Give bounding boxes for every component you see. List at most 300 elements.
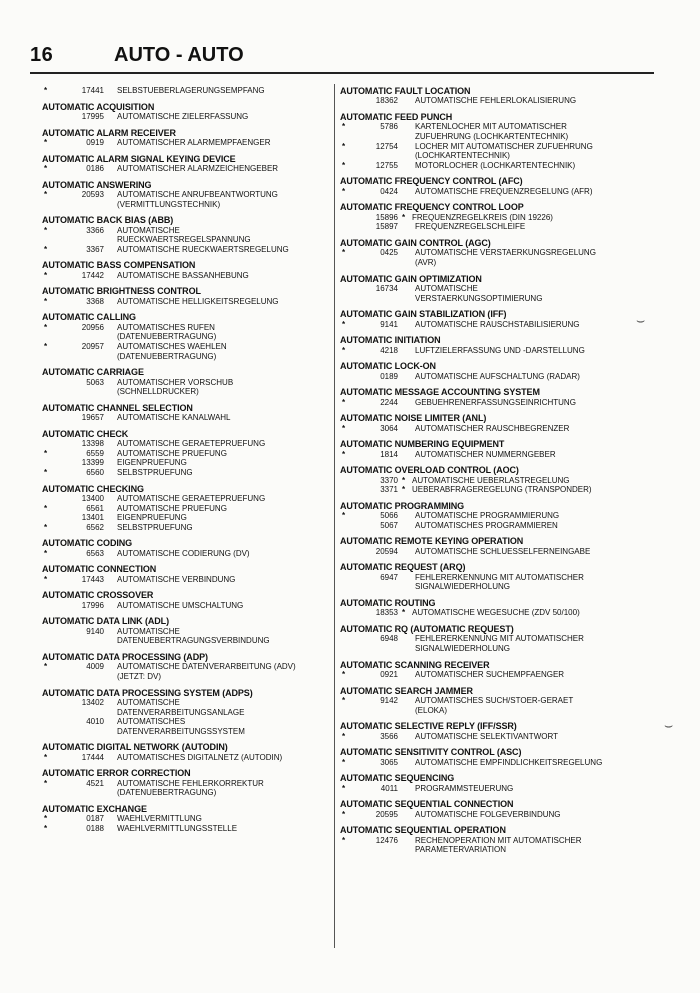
running-head: AUTO - AUTO: [114, 44, 244, 66]
entry-number: 17441: [81, 86, 104, 95]
entry-term: AUTOMATIC CARRIAGE: [42, 367, 144, 378]
star-marker: *: [342, 835, 346, 845]
star-marker: *: [342, 141, 346, 151]
translation-text: AUTOMATISCHE GERAETEPRUEFUNG: [117, 493, 266, 503]
translation-row: [42, 494, 326, 504]
translation-text: RUECKWAERTSREGELSPANNUNG: [117, 235, 251, 245]
translation-text: AUTOMATISCHE: [117, 697, 180, 707]
star-marker: *: [44, 574, 48, 584]
translation-row: [340, 696, 652, 706]
dictionary-entry: [340, 465, 652, 495]
translation-text: GEBUEHRENERFASSUNGSEINRICHTUNG: [415, 397, 576, 407]
entry-number: 13398: [81, 439, 104, 449]
entry-term: AUTOMATIC CONNECTION: [42, 564, 157, 575]
translation-text: LUFTZIELERFASSUNG UND -DARSTELLUNG: [415, 345, 585, 355]
entry-number: 5067: [380, 520, 398, 530]
dictionary-entry: [42, 804, 326, 834]
translation-row: [42, 698, 326, 708]
translation-row: [340, 372, 652, 382]
translation-row: [42, 449, 326, 459]
translation-row: [42, 513, 326, 523]
translation-row: [340, 732, 652, 742]
dictionary-entry: [340, 335, 652, 355]
translation-row: [42, 458, 326, 468]
entry-term: AUTOMATIC BACK BIAS (ABB): [42, 215, 174, 226]
entry-number: 4010: [86, 717, 104, 727]
entry-term: AUTOMATIC GAIN CONTROL (AGC): [340, 237, 491, 248]
entry-term: AUTOMATIC NUMBERING EQUIPMENT: [340, 439, 505, 450]
entry-number: 0424: [380, 186, 398, 196]
translation-text: DATENVERARBEITUNGSSYSTEM: [117, 726, 245, 736]
translation-row: [340, 132, 652, 142]
dictionary-entry: [340, 361, 652, 381]
translation-row: [42, 190, 326, 200]
translation-text: AUTOMATISCHE UMSCHALTUNG: [117, 600, 244, 610]
dictionary-entry: [42, 86, 326, 96]
translation-row: [42, 636, 326, 646]
dictionary-entry: [340, 660, 652, 680]
star-marker: *: [342, 757, 346, 767]
translation-text: AUTOMATISCHE CODIERUNG (DV): [117, 548, 250, 558]
dictionary-entry: [340, 387, 652, 407]
entry-number: 18353: [375, 608, 398, 618]
page-number: 16: [30, 44, 54, 66]
translation-row: [42, 549, 326, 559]
translation-row: [340, 213, 652, 223]
entry-term: AUTOMATIC FAULT LOCATION: [340, 86, 471, 96]
star-marker: *: [44, 296, 48, 306]
entry-term: AUTOMATIC NOISE LIMITER (ANL): [340, 413, 487, 424]
entry-term: AUTOMATIC INITIATION: [340, 335, 441, 346]
translation-row: [340, 346, 652, 356]
translation-row: [42, 332, 326, 342]
translation-row: [42, 297, 326, 307]
translation-row: [42, 523, 326, 533]
translation-row: [340, 187, 652, 197]
entry-number: 20956: [81, 322, 104, 332]
dictionary-entry: [42, 102, 326, 122]
entry-term: AUTOMATIC CHECK: [42, 428, 129, 439]
star-marker: *: [342, 186, 346, 196]
entry-term: AUTOMATIC CHECKING: [42, 483, 144, 494]
translation-row: [42, 627, 326, 637]
dictionary-entry: [340, 86, 652, 106]
translation-row: [42, 245, 326, 255]
star-marker: *: [342, 511, 346, 521]
entry-term: AUTOMATIC SEQUENCING: [340, 773, 455, 784]
entry-number: 13399: [81, 458, 104, 468]
entry-number: 17996: [81, 600, 104, 610]
translation-row: [340, 485, 652, 495]
entry-term: AUTOMATIC FEED PUNCH: [340, 112, 453, 122]
dictionary-entry: [340, 501, 652, 531]
entry-number: 6560: [86, 467, 104, 477]
star-marker: *: [44, 225, 48, 235]
star-marker: *: [44, 662, 48, 672]
entry-term: AUTOMATIC SELECTIVE REPLY (IFF/SSR): [340, 721, 517, 732]
entry-number: 4011: [380, 783, 398, 793]
entry-number: 4521: [86, 778, 104, 788]
entry-term: AUTOMATIC REMOTE KEYING OPERATION: [340, 536, 524, 547]
entry-number: 13402: [81, 697, 104, 707]
translation-row: [42, 727, 326, 737]
entry-term: AUTOMATIC SCANNING RECEIVER: [340, 659, 490, 670]
translation-text: WAEHLVERMITTLUNGSSTELLE: [117, 823, 238, 833]
entry-number: 4009: [86, 662, 104, 672]
translation-text: AUTOMATISCHER VORSCHUB: [117, 377, 234, 387]
translation-row: [42, 323, 326, 333]
translation-row: [42, 824, 326, 834]
entry-term: AUTOMATIC FREQUENCY CONTROL LOOP: [340, 202, 524, 213]
star-marker: *: [44, 190, 48, 199]
entry-number: 20957: [81, 341, 104, 351]
translation-row: [340, 784, 652, 794]
star-marker: *: [44, 823, 48, 833]
dictionary-entry: [42, 538, 326, 558]
dictionary-entry: [42, 590, 326, 610]
entry-term: AUTOMATIC MESSAGE ACCOUNTING SYSTEM: [340, 387, 540, 398]
translation-text: AUTOMATISCHES SUCH/STOER-GERAET: [415, 695, 574, 705]
entry-number: 17995: [81, 112, 104, 121]
entry-term: AUTOMATIC GAIN STABILIZATION (IFF): [340, 309, 507, 320]
translation-text: AUTOMATISCHE RUECKWAERTSREGELUNG: [117, 244, 289, 254]
star-marker: *: [342, 160, 346, 170]
translation-row: [340, 608, 652, 618]
entry-number: 0187: [86, 814, 104, 824]
star-marker: *: [44, 778, 48, 788]
translation-row: [340, 521, 652, 531]
dictionary-entry: [42, 652, 326, 682]
translation-text: LOCHER MIT AUTOMATISCHER ZUFUEHRUNG: [415, 141, 593, 151]
translation-text: AUTOMATISCHE ANRUFBEANTWORTUNG: [117, 190, 278, 199]
translation-text: AUTOMATISCHES PROGRAMMIEREN: [415, 520, 558, 530]
translation-row: [340, 476, 652, 486]
left-column: [42, 86, 326, 839]
star-marker: *: [342, 695, 346, 705]
translation-row: [42, 575, 326, 585]
entry-number: 3566: [380, 731, 398, 741]
dictionary-entry: [340, 112, 652, 170]
translation-text: AUTOMATISCHE HELLIGKEITSREGELUNG: [117, 296, 279, 306]
entry-number: 17442: [81, 270, 104, 280]
dictionary-entry: [42, 367, 326, 397]
translation-row: [340, 398, 652, 408]
entry-number: 12754: [375, 141, 398, 151]
column-divider: [334, 84, 335, 948]
entry-number: 13401: [81, 513, 104, 523]
star-marker: *: [44, 503, 48, 513]
translation-text: (DATENUEBERTRAGUNG): [117, 351, 217, 361]
translation-text: AUTOMATISCHE AUFSCHALTUNG (RADAR): [415, 371, 580, 381]
star-marker: *: [342, 345, 346, 355]
translation-row: [340, 547, 652, 557]
dictionary-entry: [42, 403, 326, 423]
translation-row: [340, 424, 652, 434]
star-marker: *: [342, 809, 346, 819]
entry-number: 3371: [380, 485, 398, 495]
entry-term: AUTOMATIC ROUTING: [340, 597, 436, 608]
dictionary-entry: [42, 768, 326, 798]
entry-number: 20594: [375, 546, 398, 556]
dictionary-entry: [340, 825, 652, 855]
entry-number: 15897: [375, 222, 398, 232]
translation-row: [340, 151, 652, 161]
dictionary-entry: [42, 484, 326, 533]
entry-term: AUTOMATIC ALARM SIGNAL KEYING DEVICE: [42, 153, 236, 164]
translation-row: [340, 670, 652, 680]
star-marker: *: [44, 752, 48, 762]
translation-row: [42, 200, 326, 210]
translation-row: [42, 708, 326, 718]
entry-number: 0188: [86, 823, 104, 833]
star-marker: *: [44, 548, 48, 558]
entry-number: 6559: [86, 448, 104, 458]
translation-row: [340, 222, 652, 232]
dictionary-entry: [340, 536, 652, 556]
translation-text: AUTOMATISCHE WEGESUCHE (ZDV 50/100): [412, 608, 580, 618]
entry-term: AUTOMATIC GAIN OPTIMIZATION: [340, 273, 482, 284]
translation-text: AUTOMATISCHER ALARMZEICHENGEBER: [117, 164, 279, 173]
entry-number: 3065: [380, 757, 398, 767]
entry-term: AUTOMATIC ERROR CORRECTION: [42, 768, 191, 779]
entry-number: 9140: [86, 626, 104, 636]
entry-term: AUTOMATIC ANSWERING: [42, 179, 152, 190]
translation-row: [340, 320, 652, 330]
star-marker: *: [44, 467, 48, 477]
entry-term: AUTOMATIC SEQUENTIAL CONNECTION: [340, 799, 514, 810]
translation-row: [42, 468, 326, 478]
translation-text: WAEHLVERMITTLUNG: [117, 814, 202, 824]
translation-row: [42, 342, 326, 352]
entry-term: AUTOMATIC ALARM RECEIVER: [42, 127, 176, 138]
entry-term: AUTOMATIC BASS COMPENSATION: [42, 260, 196, 271]
translation-text: ZUFUEHRUNG (LOCHKARTENTECHNIK): [415, 132, 569, 141]
margin-mark: ⌣: [664, 717, 674, 733]
translation-row: [42, 387, 326, 397]
translation-text: AUTOMATISCHE FOLGEVERBINDUNG: [415, 809, 561, 819]
translation-row: [340, 644, 652, 654]
dictionary-entry: [340, 773, 652, 793]
entry-term: AUTOMATIC CODING: [42, 538, 133, 549]
translation-row: [42, 164, 326, 174]
entry-number: 0189: [380, 371, 398, 381]
translation-text: DATENUEBERTRAGUNGSVERBINDUNG: [117, 636, 270, 646]
translation-text: AUTOMATISCHE: [117, 225, 180, 235]
translation-row: [42, 226, 326, 236]
dictionary-entry: [42, 154, 326, 174]
entry-number: 0425: [380, 248, 398, 258]
star-marker: *: [342, 423, 346, 433]
inline-star-marker: *: [402, 485, 406, 495]
translation-row: [42, 439, 326, 449]
dictionary-entry: [340, 309, 652, 329]
translation-row: [340, 96, 652, 106]
translation-text: AUTOMATISCHE ZIELERFASSUNG: [117, 112, 249, 121]
entry-term: AUTOMATIC REQUEST (ARQ): [340, 562, 466, 573]
translation-text: AUTOMATISCHE SCHLUESSELFERNEINGABE: [415, 546, 591, 556]
dictionary-entry: [42, 742, 326, 762]
entry-term: AUTOMATIC CHANNEL SELECTION: [42, 402, 193, 413]
translation-row: [42, 235, 326, 245]
entry-number: 12476: [375, 835, 398, 845]
right-column: [340, 86, 652, 861]
entry-number: 5066: [380, 511, 398, 521]
translation-text: AUTOMATISCHE DATENVERARBEITUNG (ADV): [117, 662, 296, 672]
translation-row: [340, 845, 652, 855]
translation-text: AUTOMATISCHE PRUEFUNG: [117, 448, 227, 458]
translation-row: [42, 788, 326, 798]
translation-row: [340, 582, 652, 592]
entry-term: AUTOMATIC LOCK-ON: [340, 361, 436, 372]
translation-row: [42, 138, 326, 148]
dictionary-entry: [340, 176, 652, 196]
translation-text: EIGENPRUEFUNG: [117, 458, 187, 468]
translation-text: AUTOMATISCHES RUFEN: [117, 322, 215, 332]
entry-number: 18362: [375, 96, 398, 106]
translation-row: [42, 112, 326, 122]
translation-text: (JETZT: DV): [117, 671, 161, 681]
translation-row: [340, 122, 652, 132]
star-marker: *: [342, 122, 346, 132]
entry-number: 3064: [380, 423, 398, 433]
translation-text: AUTOMATISCHE SELEKTIVANTWORT: [415, 731, 558, 741]
inline-star-marker: *: [402, 475, 406, 485]
entry-number: 20593: [81, 190, 104, 199]
entry-number: 13400: [81, 493, 104, 503]
dictionary-entry: [42, 616, 326, 646]
entry-number: 3367: [86, 244, 104, 254]
translation-text: AUTOMATISCHE FREQUENZREGELUNG (AFR): [415, 186, 593, 196]
dictionary-entry: [340, 747, 652, 767]
dictionary-entry: [42, 260, 326, 280]
entry-number: 6563: [86, 548, 104, 558]
entry-number: 5063: [86, 377, 104, 387]
entry-term: AUTOMATIC DATA LINK (ADL): [42, 616, 169, 627]
entry-number: 9141: [380, 319, 398, 329]
translation-text: KARTENLOCHER MIT AUTOMATISCHER: [415, 122, 567, 132]
translation-row: [340, 634, 652, 644]
dictionary-entry: [340, 274, 652, 304]
entry-term: AUTOMATIC SENSITIVITY CONTROL (ASC): [340, 747, 522, 758]
dictionary-entry: [42, 312, 326, 361]
entry-term: AUTOMATIC OVERLOAD CONTROL (AOC): [340, 465, 519, 476]
entry-number: 17444: [81, 752, 104, 762]
star-marker: *: [44, 164, 48, 173]
dictionary-entry: [340, 562, 652, 592]
translation-text: AUTOMATISCHE VERBINDUNG: [117, 574, 236, 584]
translation-text: AUTOMATISCHE KANALWAHL: [117, 413, 231, 423]
translation-row: [42, 413, 326, 423]
dictionary-entry: [340, 598, 652, 618]
translation-row: [340, 511, 652, 521]
translation-text: AUTOMATISCHE: [117, 626, 180, 636]
translation-text: DATENVERARBEITUNGSANLAGE: [117, 707, 245, 717]
translation-text: VERSTAERKUNGSOPTIMIERUNG: [415, 293, 543, 303]
translation-text: (AVR): [415, 257, 437, 267]
translation-text: (DATENUEBERTRAGUNG): [117, 788, 217, 798]
dictionary-entry: [42, 128, 326, 148]
translation-row: [42, 814, 326, 824]
entry-number: 1814: [380, 449, 398, 459]
translation-text: EIGENPRUEFUNG: [117, 513, 187, 523]
translation-row: [42, 662, 326, 672]
translation-row: [340, 294, 652, 304]
translation-text: AUTOMATISCHE PRUEFUNG: [117, 503, 227, 513]
star-marker: *: [44, 244, 48, 254]
star-marker: *: [342, 669, 346, 679]
translation-text: AUTOMATISCHER NUMMERNGEBER: [415, 449, 556, 459]
entry-term: AUTOMATIC SEQUENTIAL OPERATION: [340, 825, 506, 836]
star-marker: *: [44, 138, 48, 147]
dictionary-entry: [42, 564, 326, 584]
entry-term: AUTOMATIC EXCHANGE: [42, 803, 147, 814]
dictionary-entry: [340, 721, 652, 741]
translation-text: AUTOMATISCHER ALARMEMPFAENGER: [117, 138, 271, 147]
header-rule: [30, 72, 654, 74]
translation-text: AUTOMATISCHER SUCHEMPFAENGER: [415, 669, 565, 679]
translation-row: [340, 836, 652, 846]
translation-text: (SCHNELLDRUCKER): [117, 387, 199, 397]
entry-term: AUTOMATIC RQ (AUTOMATIC REQUEST): [340, 623, 514, 634]
translation-text: (DATENUEBERTRAGUNG): [117, 332, 217, 342]
translation-row: [42, 672, 326, 682]
entry-term: AUTOMATIC ACQUISITION: [42, 101, 155, 112]
translation-text: SIGNALWIEDERHOLUNG: [415, 582, 510, 592]
translation-text: AUTOMATISCHE GERAETEPRUEFUNG: [117, 439, 266, 449]
translation-text: PARAMETERVARIATION: [415, 845, 506, 855]
translation-row: [340, 450, 652, 460]
dictionary-entry: [42, 429, 326, 478]
translation-row: [42, 378, 326, 388]
translation-text: UEBERABFRAGEREGELUNG (TRANSPONDER): [412, 485, 592, 495]
translation-row: [340, 706, 652, 716]
dictionary-entry: [340, 439, 652, 459]
entry-number: 5786: [380, 122, 398, 132]
translation-text: PROGRAMMSTEUERUNG: [415, 783, 514, 793]
entry-term: AUTOMATIC CALLING: [42, 312, 136, 323]
translation-text: RECHENOPERATION MIT AUTOMATISCHER: [415, 835, 582, 845]
translation-text: FEHLERERKENNUNG MIT AUTOMATISCHER: [415, 572, 584, 582]
translation-text: AUTOMATISCHE BASSANHEBUNG: [117, 270, 249, 280]
translation-text: AUTOMATISCHES DIGITALNETZ (AUTODIN): [117, 752, 283, 762]
entry-number: 0186: [86, 164, 104, 173]
dictionary-entry: [340, 624, 652, 654]
translation-text: MOTORLOCHER (LOCHKARTENTECHNIK): [415, 160, 576, 170]
translation-row: [42, 717, 326, 727]
entry-number: 6562: [86, 522, 104, 532]
translation-row: [42, 601, 326, 611]
dictionary-entry: [340, 238, 652, 268]
translation-text: (VERMITTLUNGSTECHNIK): [117, 199, 221, 209]
translation-text: AUTOMATISCHES WAEHLEN: [117, 341, 227, 351]
translation-row: [340, 810, 652, 820]
dictionary-entry: [42, 215, 326, 254]
translation-text: SELBSTPRUEFUNG: [117, 467, 193, 477]
dictionary-entry: [340, 799, 652, 819]
entry-number: 4218: [380, 345, 398, 355]
star-marker: *: [44, 270, 48, 280]
dictionary-entry: [42, 180, 326, 210]
star-marker: *: [44, 448, 48, 458]
translation-row: [340, 758, 652, 768]
entry-number: 3370: [380, 475, 398, 485]
star-marker: *: [342, 783, 346, 793]
star-marker: *: [44, 522, 48, 532]
entry-number: 6947: [380, 572, 398, 582]
translation-text: FEHLERERKENNUNG MIT AUTOMATISCHER: [415, 634, 584, 644]
translation-text: AUTOMATISCHE RAUSCHSTABILISIERUNG: [415, 319, 580, 329]
translation-text: AUTOMATISCHE EMPFINDLICHKEITSREGELUNG: [415, 757, 603, 767]
